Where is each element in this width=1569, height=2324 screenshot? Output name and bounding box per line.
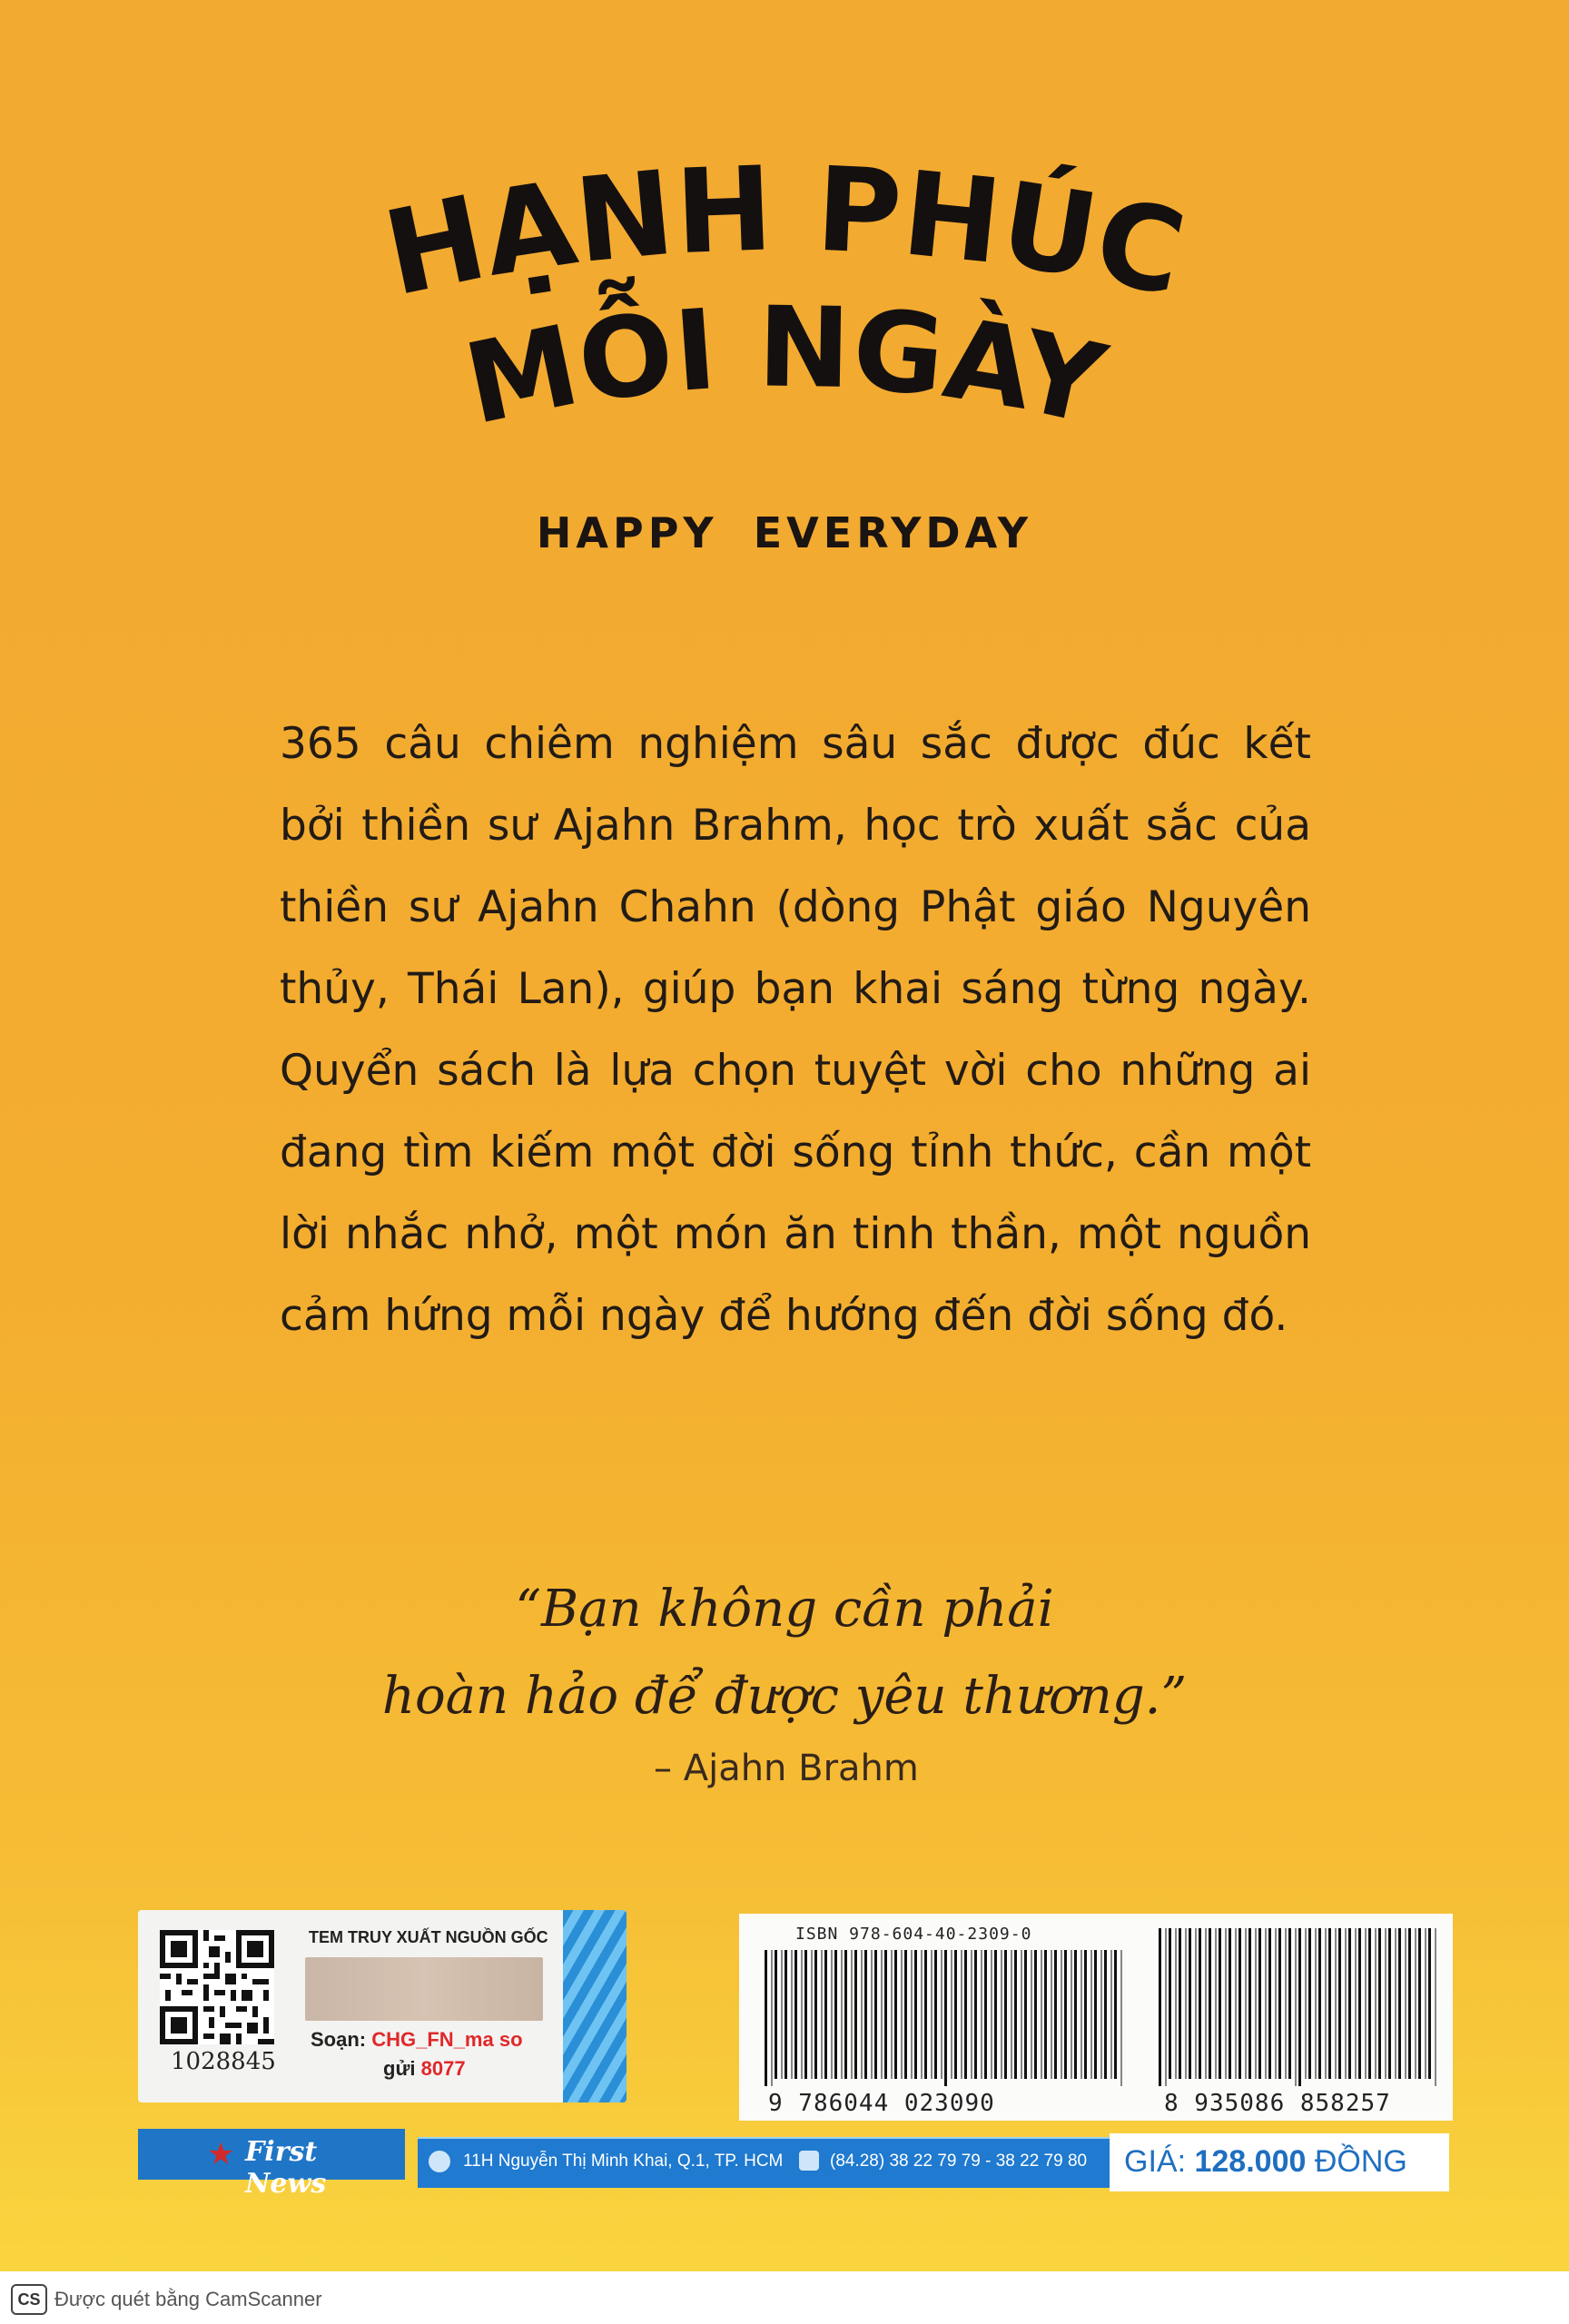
quote-author: – Ajahn Brahm — [654, 1748, 919, 1789]
barcode-bar — [1166, 1928, 1167, 2086]
barcode-bar — [1169, 1928, 1171, 2079]
barcode-bar — [1014, 1950, 1017, 2079]
barcode-bar — [1298, 1928, 1301, 2086]
barcode-bar — [852, 1950, 853, 2079]
book-description: 365 câu chiêm nghiệm sâu sắc được đúc kết bởi thiền sư Ajahn Brahm, học trò xuất sắc của thiền sư Ajahn Chahn (dòng Phật giáo Nguyên thủy, Thái Lan), giúp bạn khai sáng từng ngày. Quyển sách là lựa chọn tuyệt vời cho những ai đang tìm kiếm một đời sống tỉnh thức, cần một lời nhắc nhở, một món ăn tinh thần, một nguồn cảm hứng mỗi ngày để hướng đến đời sống đó. — [280, 719, 1311, 1341]
barcode-bar — [842, 1950, 843, 2079]
barcode-bar — [1378, 1928, 1381, 2079]
barcode-bar — [814, 1950, 817, 2079]
barcode-bar — [884, 1950, 887, 2079]
barcode-bar — [1034, 1950, 1037, 2079]
barcode-bar — [1196, 1928, 1197, 2079]
barcode-bar — [964, 1950, 967, 2079]
title-line-1: HẠNH PHÚC — [373, 142, 1196, 323]
barcode-bar — [1021, 1950, 1022, 2079]
isbn-barcode — [763, 1950, 1128, 2086]
barcode-bar — [892, 1950, 893, 2079]
barcode-bar — [792, 1950, 793, 2079]
barcode-bar — [1189, 1928, 1191, 2079]
qr-code-icon[interactable] — [160, 1930, 274, 2044]
barcode-bar — [1418, 1928, 1421, 2079]
barcode-bar — [1316, 1928, 1317, 2079]
barcode-bar — [1398, 1928, 1401, 2079]
publisher-phone: (84.28) 38 22 79 79 - 38 22 79 80 — [830, 2152, 1088, 2171]
barcode-bar — [914, 1950, 917, 2079]
barcode-bar — [1328, 1928, 1331, 2079]
sms-code: CHG_FN_ma so — [371, 2028, 523, 2051]
barcode-bar — [1159, 1928, 1161, 2086]
barcode-bar — [1206, 1928, 1207, 2079]
barcode-bar — [844, 1950, 847, 2079]
barcode-bar — [784, 1950, 787, 2079]
barcode-bar — [1306, 1928, 1307, 2079]
barcode-bar — [1338, 1928, 1341, 2079]
barcode-bar — [1266, 1928, 1267, 2079]
ean-barcode — [1157, 1928, 1440, 2086]
barcode-bar — [1318, 1928, 1321, 2079]
quote-line-2: hoàn hảo để được yêu thương.” — [381, 1667, 1188, 1726]
scanner-label: Được quét bằng CamScanner — [54, 2288, 322, 2310]
barcode-bar — [1226, 1928, 1227, 2079]
barcode-bar — [1366, 1928, 1367, 2079]
barcode-bar — [824, 1950, 827, 2079]
hologram-stripe — [563, 1910, 627, 2102]
barcode-bar — [1346, 1928, 1347, 2079]
barcode-bar — [1071, 1950, 1072, 2079]
sms-prefix: Soạn: — [311, 2028, 367, 2051]
barcode-bar — [1054, 1950, 1057, 2079]
barcode-bar — [1358, 1928, 1361, 2079]
barcode-bar — [1368, 1928, 1371, 2079]
price-currency: ĐỒNG — [1314, 2144, 1407, 2179]
barcode-bar — [984, 1950, 987, 2079]
title-line-2: MỖI NGÀY — [455, 282, 1116, 450]
barcode-bar — [934, 1950, 937, 2079]
location-icon — [429, 2151, 450, 2172]
barcode-bar — [1356, 1928, 1357, 2079]
sms-send-label: gửi — [383, 2057, 416, 2080]
barcode-bar — [765, 1950, 767, 2086]
barcode-bar — [1064, 1950, 1067, 2079]
barcode-bar — [882, 1950, 883, 2079]
sms-number: 8077 — [420, 2057, 466, 2080]
barcode-bar — [1229, 1928, 1231, 2079]
barcode-bar — [1074, 1950, 1077, 2079]
ean-barcode-number: 8 935086 858257 — [1164, 2090, 1391, 2117]
price-label: GIÁ: — [1124, 2144, 1187, 2179]
traceability-sticker — [138, 1910, 627, 2102]
barcode-bar — [974, 1950, 977, 2079]
barcode-bar — [1081, 1950, 1082, 2079]
quote-line-1: “Bạn không cần phải — [515, 1580, 1054, 1639]
barcode-bar — [1216, 1928, 1217, 2079]
barcode-bar — [994, 1950, 997, 2079]
barcode-bar — [1044, 1950, 1047, 2079]
barcode-bar — [794, 1950, 797, 2079]
barcode-bar — [954, 1950, 957, 2079]
publisher-logo — [138, 2129, 405, 2200]
barcode-bar — [832, 1950, 833, 2079]
barcode-bar — [1176, 1928, 1177, 2079]
barcode-bar — [1121, 1950, 1122, 2086]
barcode-bar — [822, 1950, 823, 2079]
barcode-bar — [1278, 1928, 1281, 2079]
barcode-bar — [1031, 1950, 1032, 2079]
book-subtitle: HAPPY EVERYDAY — [536, 508, 1033, 557]
barcode-bar — [1004, 1950, 1007, 2079]
barcode-bar — [1276, 1928, 1277, 2079]
barcode-bar — [1091, 1950, 1092, 2079]
barcode-bar — [1186, 1928, 1187, 2079]
barcode-bar — [782, 1950, 783, 2079]
barcode-bar — [1238, 1928, 1241, 2079]
price-value: 128.000 — [1194, 2144, 1307, 2179]
isbn-label: ISBN 978-604-40-2309-0 — [795, 1925, 1032, 1944]
barcode-bar — [902, 1950, 903, 2079]
barcode-bar — [1288, 1928, 1291, 2079]
barcode-bar — [1101, 1950, 1102, 2079]
barcode-bar — [944, 1950, 947, 2086]
barcode-bar — [1051, 1950, 1052, 2079]
scratch-off-area[interactable] — [305, 1957, 543, 2021]
barcode-bar — [1256, 1928, 1257, 2079]
barcode-bar — [1084, 1950, 1087, 2079]
price — [1124, 2144, 1407, 2180]
barcode-bar — [922, 1950, 923, 2079]
barcode-bar — [1268, 1928, 1271, 2079]
barcode-bar — [912, 1950, 913, 2079]
barcode-bar — [864, 1950, 867, 2079]
barcode-bar — [1258, 1928, 1261, 2079]
sms-send-line — [383, 2057, 466, 2081]
barcode-bar — [772, 1950, 773, 2086]
barcode-bar — [1041, 1950, 1042, 2079]
barcode-bar — [1286, 1928, 1287, 2079]
barcode-bar — [904, 1950, 907, 2079]
qr-code-number: 1028845 — [171, 2048, 276, 2075]
star-icon: ★ — [207, 2136, 235, 2172]
barcode-bar — [834, 1950, 837, 2079]
barcode-bar — [802, 1950, 803, 2079]
barcode-bar — [1061, 1950, 1062, 2079]
barcode-bar — [1111, 1950, 1112, 2079]
isbn-barcode-number: 9 786044 023090 — [768, 2090, 995, 2117]
sticker-title: TEM TRUY XUẤT NGUỒN GỐC — [309, 1928, 548, 1946]
barcode-bar — [1011, 1950, 1012, 2079]
barcode-bar — [1376, 1928, 1377, 2079]
barcode-bar — [1336, 1928, 1337, 2079]
barcode-bar — [1388, 1928, 1391, 2079]
barcode-bar — [1199, 1928, 1201, 2079]
sms-instruction — [311, 2028, 523, 2052]
book-title — [0, 136, 1569, 517]
barcode-bar — [1114, 1950, 1117, 2079]
publisher-address: 11H Nguyễn Thị Minh Khai, Q.1, TP. HCM — [463, 2152, 784, 2171]
barcode-bar — [1219, 1928, 1221, 2079]
barcode-bar — [854, 1950, 857, 2079]
barcode-bar — [862, 1950, 863, 2079]
barcode-bar — [924, 1950, 927, 2079]
barcode-bar — [1428, 1928, 1431, 2079]
barcode-panel — [739, 1914, 1453, 2121]
barcode-bar — [1408, 1928, 1411, 2079]
barcode-bar — [932, 1950, 933, 2079]
phone-icon — [799, 2151, 819, 2171]
barcode-bar — [804, 1950, 807, 2079]
barcode-bar — [1296, 1928, 1297, 2086]
barcode-bar — [1179, 1928, 1181, 2079]
barcode-bar — [812, 1950, 813, 2079]
barcode-bar — [1094, 1950, 1097, 2079]
barcode-bar — [874, 1950, 877, 2079]
barcode-bar — [1348, 1928, 1351, 2079]
book-quote — [0, 1566, 1569, 1740]
barcode-bar — [775, 1950, 777, 2079]
barcode-bar — [1209, 1928, 1211, 2079]
barcode-bar — [894, 1950, 897, 2079]
barcode-bar — [872, 1950, 873, 2079]
price-box — [1110, 2133, 1449, 2191]
publisher-name: First News — [245, 2136, 327, 2200]
scanner-footer — [0, 2271, 1569, 2324]
barcode-bar — [1236, 1928, 1237, 2079]
barcode-bar — [1326, 1928, 1327, 2079]
camscanner-logo-icon: CS — [11, 2284, 47, 2315]
barcode-bar — [1104, 1950, 1107, 2079]
barcode-bar — [1248, 1928, 1251, 2079]
barcode-bar — [1308, 1928, 1311, 2079]
barcode-bar — [1246, 1928, 1247, 2079]
barcode-bar — [1024, 1950, 1027, 2079]
